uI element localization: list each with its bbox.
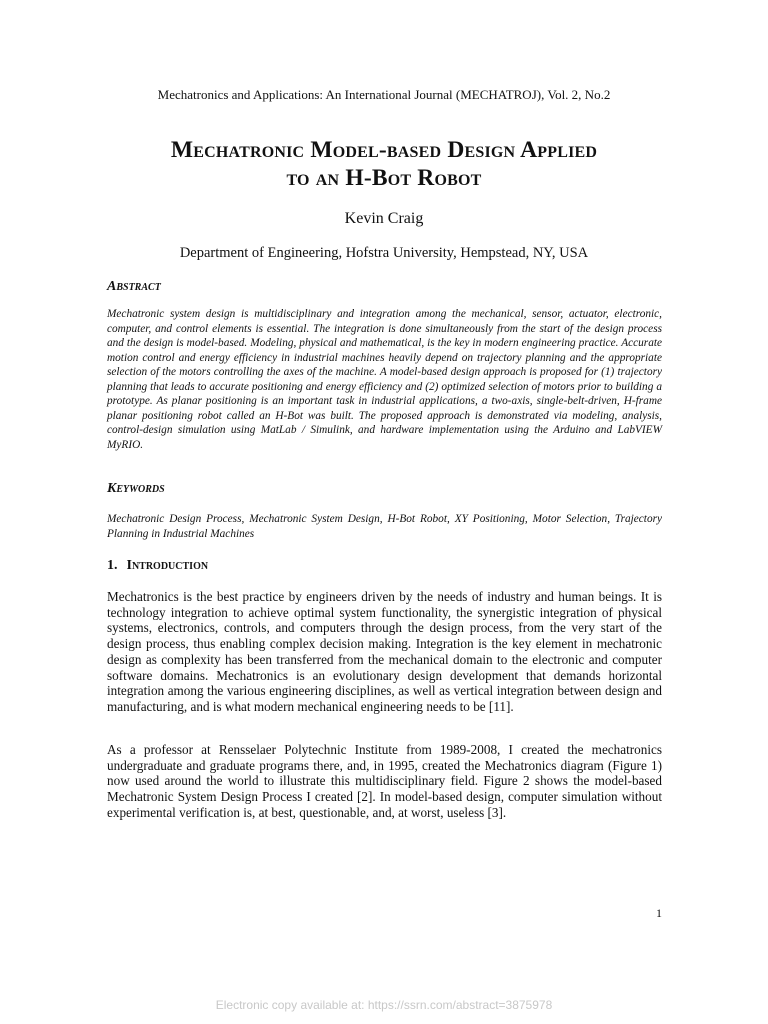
keywords-heading: Keywords [107,481,165,496]
paper-title-line-1: Mechatronic Model-based Design Applied [170,137,598,163]
intro-paragraph-1: Mechatronics is the best practice by engineers driven by the needs of industry and human beings. It is technology integration to achieve optimal system functionality, the synergistic integration of physical systems, electronics, controls, and computers through the design process, from the very start of the design process, thus enabling complex decision making. Integration is the key element in mechatronic design as complexity has been transferred from the mechanical domain to the electronic and computer software domains. Mechatronics is an evolutionary design development that demands horizontal integration among the various engineering disciplines, as well as vertical integration between design and manufacturing, and is what modern mechanical engineering needs to be [11]. [107,589,662,714]
keywords-text: Mechatronic Design Process, Mechatronic System Design, H-Bot Robot, XY Positioning, Motor Selection, Trajectory Planning in Industrial Machines [107,513,662,540]
paper-title [0,136,768,192]
abstract-text: Mechatronic system design is multidisciplinary and integration among the mechanical, sensor, actuator, electronic, computer, and control elements is essential. The integration is done simultaneously from the start of the design process and the design is model-based. Modeling, physical and mathematical, is the key in modern engineering practice. Accurate motion control and energy efficiency in industrial machines heavily depend on trajectory planning and the appropriate selection of the motors controlling the axes of the machine. A model-based design approach is proposed for (1) trajectory planning that leads to accurate positioning and energy efficiency and (2) optimized selection of motors prior to building a prototype. As planar positioning is an important task in industrial applications, a two-axis, single-belt-driven, H-frame planar positioning robot called an H-Bot was built. The proposed approach is demonstrated via modeling, analysis, control-design simulation using MatLab / Simulink, and hardware implementation using the Arduino and LabVIEW MyRIO. [107,308,662,451]
section-title: Introduction [126,558,209,573]
introduction-heading [107,557,208,575]
author-name: Kevin Craig [344,210,424,227]
page-number: 1 [656,906,662,920]
section-number: 1. [107,558,118,573]
electronic-copy-notice: Electronic copy available at: https://ssrn.com/abstract=3875978 [215,998,553,1012]
author-affiliation: Department of Engineering, Hofstra University, Hempstead, NY, USA [179,245,589,261]
abstract-heading: Abstract [107,279,161,294]
journal-header: Mechatronics and Applications: An International Journal (MECHATROJ), Vol. 2, No.2 [157,87,611,102]
intro-paragraph-2: As a professor at Rensselaer Polytechnic Institute from 1989-2008, I created the mechatronics undergraduate and graduate programs there, and, in 1995, created the Mechatronics diagram (Figure 1) now used around the world to illustrate this multidisciplinary field. Figure 2 shows the model-based Mechatronic System Design Process I created [2]. In model-based design, computer simulation without experimental verification is, at best, questionable, and, at worst, useless [3]. [107,742,662,820]
paper-title-line-2: to an H-Bot Robot [286,165,482,191]
